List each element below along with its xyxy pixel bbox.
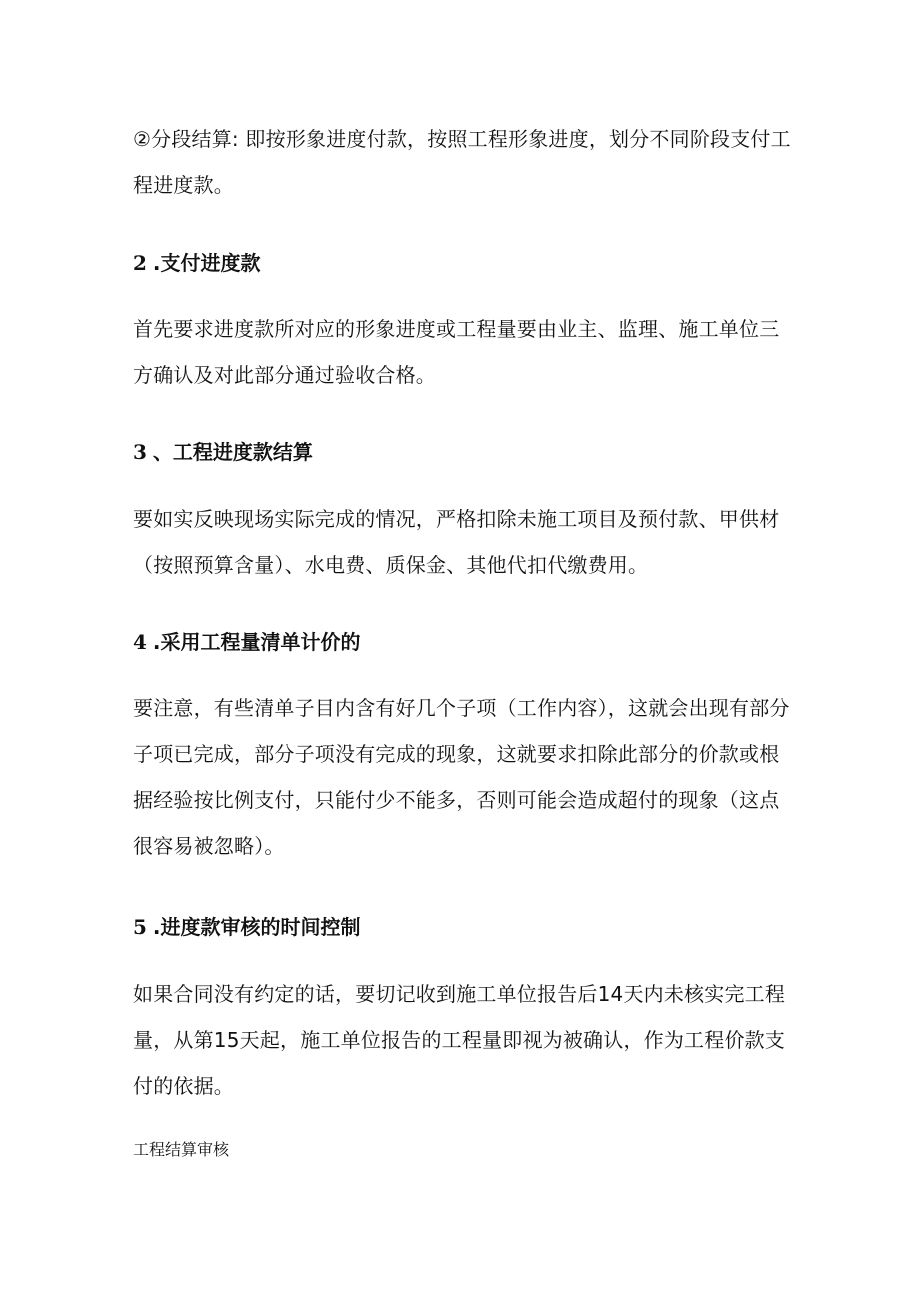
heading-3-number: 3 — [133, 440, 147, 464]
caption-settlement-review: 工程结算审核 — [133, 1140, 230, 1159]
heading-5-text: .进度款审核的时间控制 — [152, 915, 361, 939]
heading-3 — [133, 437, 313, 467]
heading-4-text: .采用工程量清单计价的 — [152, 630, 361, 654]
paragraph-staged-settlement: ②分段结算: 即按形象进度付款，按照工程形象进度，划分不同阶段支付工程进度款。 — [133, 127, 791, 197]
heading-2-number: 2 — [133, 251, 147, 275]
heading-2 — [133, 248, 261, 278]
paragraph-bill-of-quantities: 要注意，有些清单子目内含有好几个子项（工作内容），这就会出现有部分子项已完成，部分子项没有完成的现象，这就要求扣除此部分的价款或根据经验按比例支付，只能付少不能多，否则可能会造成超付的现象（这点很容易被忽略）。 — [133, 696, 790, 858]
heading-2-text: .支付进度款 — [152, 251, 261, 275]
heading-4 — [133, 627, 361, 657]
paragraph-time-control: 如果合同没有约定的话，要切记收到施工单位报告后14天内未核实完工程量，从第15天起，施工单位报告的工程量即视为被确认，作为工程价款支付的依据。 — [133, 982, 786, 1098]
paragraph-payment: 首先要求进度款所对应的形象进度或工程量要由业主、监理、施工单位三方确认及对此部分通过验收合格。 — [133, 317, 780, 387]
heading-5-number: 5 — [133, 915, 147, 939]
paragraph-settlement: 要如实反映现场实际完成的情况，严格扣除未施工项目及预付款、甲供材（按照预算含量）、水电费、质保金、其他代扣代缴费用。 — [133, 507, 780, 577]
heading-4-number: 4 — [133, 630, 147, 654]
heading-5 — [133, 912, 361, 942]
heading-3-text: 、工程进度款结算 — [152, 440, 313, 464]
